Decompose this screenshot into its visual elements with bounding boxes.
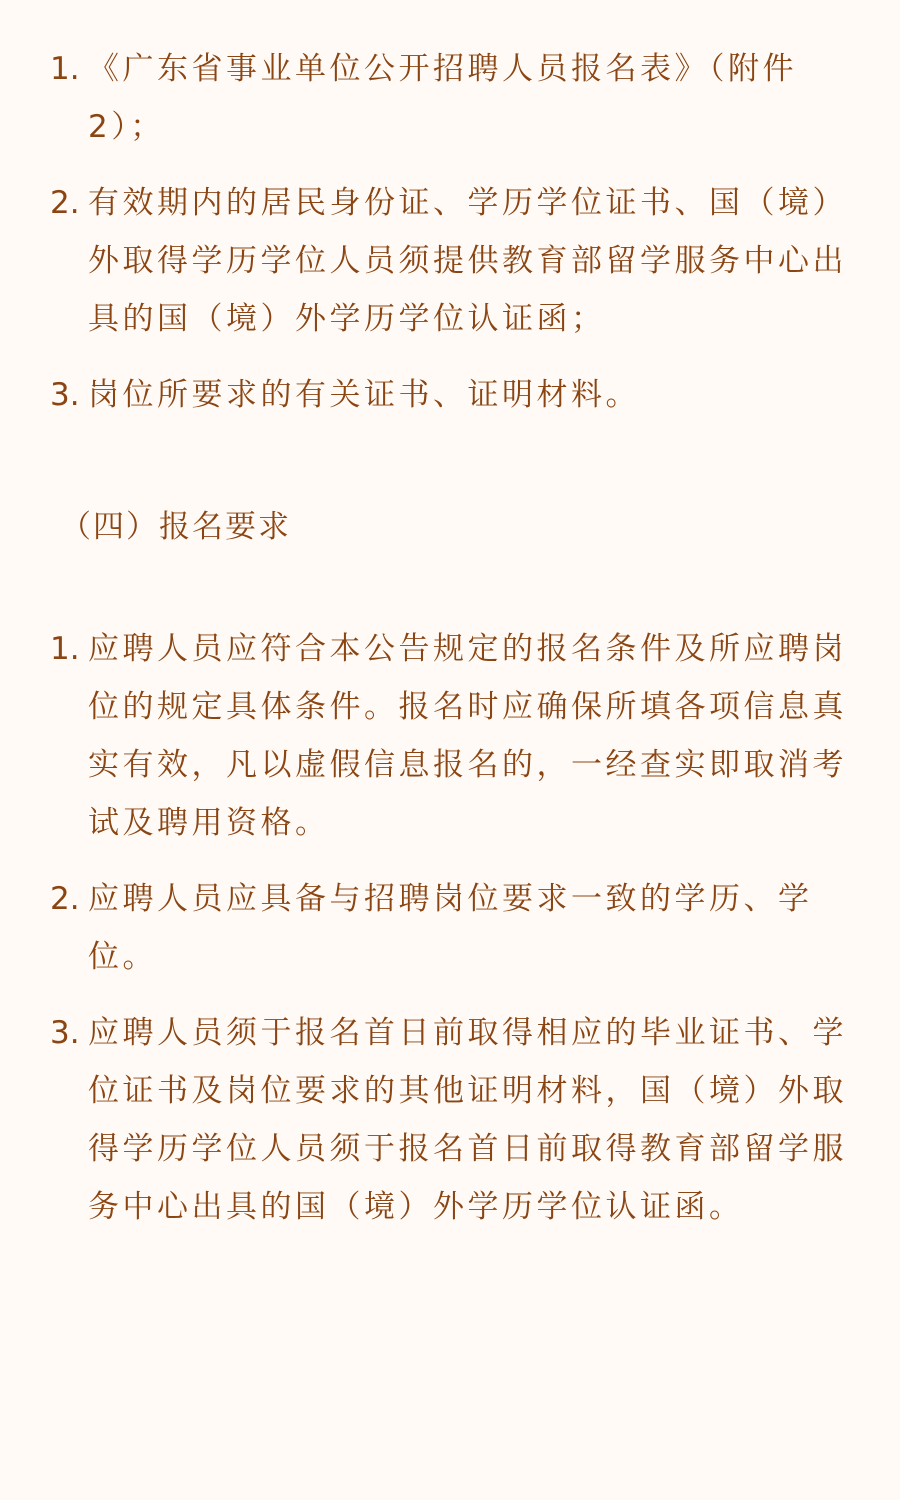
- list-text: 《广东省事业单位公开招聘人员报名表》（附件2）；: [88, 51, 797, 145]
- requirements-item-3: [50, 1004, 850, 1236]
- list-number: 1.: [50, 631, 80, 667]
- materials-item-2: [50, 174, 850, 348]
- materials-item-3: [50, 366, 850, 424]
- list-number: 3.: [50, 377, 80, 413]
- list-text: 岗位所要求的有关证书、证明材料。: [88, 377, 640, 413]
- list-number: 2.: [50, 881, 80, 917]
- list-text: 应聘人员应具备与招聘岗位要求一致的学历、学位。: [88, 881, 813, 975]
- requirements-item-2: [50, 870, 850, 986]
- materials-list: [50, 40, 850, 424]
- requirements-list: [50, 620, 850, 1236]
- section-heading: （四）报名要求: [60, 509, 291, 545]
- requirements-item-1: [50, 620, 850, 852]
- materials-item-1: [50, 40, 850, 156]
- list-text: 应聘人员须于报名首日前取得相应的毕业证书、学位证书及岗位要求的其他证明材料，国（境）外取得学历学位人员须于报名首日前取得教育部留学服务中心出具的国（境）外学历学位认证函。: [88, 1015, 847, 1225]
- list-text: 应聘人员应符合本公告规定的报名条件及所应聘岗位的规定具体条件。报名时应确保所填各项信息真实有效，凡以虚假信息报名的，一经查实即取消考试及聘用资格。: [88, 631, 847, 841]
- list-number: 2.: [50, 185, 80, 221]
- list-text: 有效期内的居民身份证、学历学位证书、国（境）外取得学历学位人员须提供教育部留学服务中心出具的国（境）外学历学位认证函；: [88, 185, 847, 337]
- list-number: 1.: [50, 51, 80, 87]
- list-number: 3.: [50, 1015, 80, 1051]
